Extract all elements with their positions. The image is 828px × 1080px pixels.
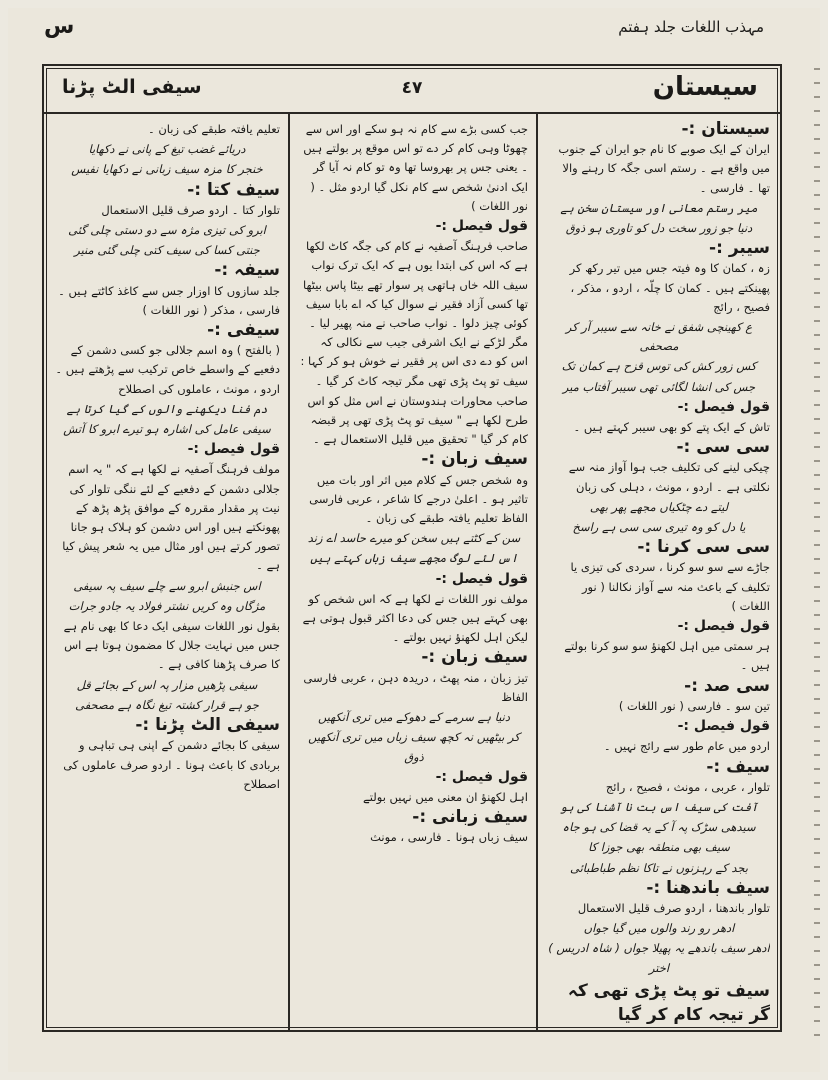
entry-headword: سیستان :- [681,120,770,139]
verse-line: سیف بھی منطقہ بھی جوزا کا [588,840,730,855]
column-left [54,120,280,1024]
dictionary-page [8,8,820,1072]
verse-line: آفت کی سیف اس بت نا آشنا کی ہو [560,799,758,814]
verse-line: ع کھینچی شفق نے خانہ سے سیبر آر کر مصحفی [565,320,753,354]
verse-line: سیفی عامل کی اشارہ ہو تیرے ابرو کا آتش [63,422,271,437]
page-frame [42,64,782,1032]
entry-headword: سی صد :- [684,675,770,696]
entry-headword-large: سیف تو پٹ پڑی تھی کہ گر تیجہ کام کر گیا [567,980,770,1024]
entry-text: سیفی کا بجائے دشمن کے اپنی ہی تباہی و بربادی کا باعث ہونا ۔ اردو صرف عاملوں کی اصطلاح [63,738,280,791]
page-corner-letter: س [44,14,75,39]
ruling-label: قول فیصل :- [435,570,528,587]
header-last-word: سیفی الٹ پڑنا [62,76,202,98]
verse-line: دنیا ہے سرمے کے دھوکے میں تری آنکھیں [318,710,510,725]
entry-text: بقول نور اللغات سیفی ایک دعا کا بھی نام ہے جس میں نہایت جلال کا مضمون ہوتا ہے اس کا صرف پڑھنا کافی ہے ۔ [63,619,280,672]
column-divider [536,114,538,1030]
verse-line: کر بیٹھیں نہ کچھ سیف زباں میں تری آنکھیں ذوق [308,730,520,764]
verse-line: مژگاں وہ کریں نشتر فولاد یہ جادو جرات [68,598,266,613]
verse-line: سن کے کٹتے ہیں سخن کو میرے حاسد اے زند [307,531,521,546]
entry-headword: سیفہ :- [214,260,280,281]
verse-line: اس لئے لوگ مجھے سیف زباں کہتے ہیں [310,551,518,566]
verse-line: جو ہے قرار کشتہ تیغ نگاہ ہے مصحفی [75,697,259,712]
page-number: ٤٧ [401,78,423,98]
entry-text: تیز زبان ، منہ پھٹ ، دریدہ دہن ، عربی فارسی الفاظ [303,670,528,704]
entry-headword: سیف باندھنا :- [646,877,770,898]
page-edge [814,68,820,1048]
verse-line: لیتے دے چٹکیاں مجھے پھر بھی [589,499,729,514]
header-first-word: سیستان [652,72,758,102]
verse-line: خنجر کا مزہ سیف زبانی نے دکھایا نفیس [71,162,263,177]
ruling-label: قول فیصل :- [187,441,280,458]
entry-headword: سی سی کرنا :- [637,537,770,558]
verse-line: دریائے غضب تیغ کے پانی نے دکھایا [88,142,246,157]
entry-text: صاحب محاورات ہندوستان نے اس مثل کو اس طرح لکھا ہے " سیف تو پٹ پڑی تھی پر قبضہ کام کر گیا " تحقیق میں قلیل الاستعمال ہے ۔ [307,393,528,447]
ruling-label: قول فیصل :- [435,768,528,785]
entry-headword: سیفی الٹ پڑنا :- [135,715,280,736]
entry-headword: سیفی :- [207,320,280,341]
verse-line: سیدھی سڑک پہ آ کے یہ قضا کی ہو جاہ [562,820,756,835]
entry-headword: سیف زبان :- [421,449,528,470]
entry-text: سیف زباں ہونا ۔ فارسی ، مونث [370,830,528,845]
ruling-label: قول فیصل :- [677,718,770,735]
entry-headword: سیف زبانی :- [412,807,528,828]
verse-line: ادھر رو رند والوں میں گیا جواں [583,921,735,936]
verse-line: یا دل کو وہ تیری سی سی ہے راسخ [572,520,746,535]
column-right [548,120,770,1024]
entry-headword: سیف :- [706,756,770,777]
entry-text: تاش کے ایک پتے کو بھی سیبر کہتے ہیں ۔ [573,420,770,435]
entry-text: جلد سازوں کا اوزار جس سے کاغذ کاٹتے ہیں ۔ فارسی ، مذکر ( نور اللغات ) [58,283,280,317]
ruling-label: قول فیصل :- [677,618,770,635]
entry-text: ( بالفتح ) وہ اسم جلالی جو کسی دشمن کے دفعیے کے واسطے خاص ترکیب سے پڑھتے ہیں ۔ اردو ، مونث ، عاملوں کی اصطلاح [55,343,280,396]
ruling-label: قول فیصل :- [677,398,770,415]
verse-line: جنتی کسا کی سیف کتی چلی گئی منیر [74,243,260,258]
column-middle [300,120,528,1024]
ruling-label: قول فیصل :- [435,218,528,235]
columns-area [44,114,780,1030]
entry-text: تلوار باندھنا ، اردو صرف قلیل الاستعمال [577,900,770,915]
entry-text: تین سو ۔ فارسی ( نور اللغات ) [618,698,770,713]
verse-line: بجد کے رہزنوں نے تاکا نظم طباطبائی [570,860,748,875]
entry-text: مولف فرہنگ آصفیہ نے لکھا ہے کہ " یہ اسم جلالی دشمن کے دفعیے کے لئے ننگی تلوار کی نیت پر مقدار مقررہ کے موافق پڑھ پڑھ کے پھونکتے ہیں اور اس دشمن کو ہلاک ہو جانا تصور کرتے ہیں اور مثال میں یہ شعر پیش کیا ہے ۔ [62,462,280,573]
entry-text: ہر سمتی میں اہل لکھنؤ سو سو کرنا بولتے ہیں ۔ [564,639,770,673]
entry-headword: سی سی :- [676,437,770,458]
verse-line: دم فنا دیکھنے والوں کے گیا کرتا ہے [66,401,268,416]
verse-line: میر رستم معانی اور سیستان سخن ہے [560,200,758,215]
entry-text: زہ ، کمان کا وہ فیتہ جس میں تیر رکھ کر پھینکتے ہیں ۔ کمان کا چلّہ ، اردو ، مذکر ، فصیح ، رائج [569,261,770,314]
entry-text: ایران کے ایک صوبے کا نام جو ایران کے جنوب میں واقع ہے ۔ رستم اسی جگہ کا رہنے والا تھا ۔ فارسی ۔ [558,142,770,195]
entry-text: وہ شخص جس کے کلام میں اثر اور بات میں تاثیر ہو ۔ اعلیٰ درجے کا شاعر ، عربی فارسی الفاظ تعلیم یافتہ طبقے کی زبان ۔ [309,472,528,526]
volume-note: مہذب اللغات جلد ہفتم [618,18,764,36]
entry-text: اردو میں عام طور سے رائج نہیں ۔ [603,739,770,754]
verse-line: جس کی انشا لگائی تھی سیبر آفتاب میر [562,379,756,394]
entry-headword: سیبر :- [709,238,770,259]
entry-text: چیکی لینے کی تکلیف جب ہوا آواز منہ سے نکلتی ہے ۔ اردو ، مونث ، دہلی کی زبان [568,460,770,494]
entry-headword: سیف کتا :- [187,179,280,200]
column-divider [288,114,290,1030]
verse-line: کس زور کش کی توس قزح ہے کمان تک [561,359,757,374]
verse-line: سیفی پڑھیں مزار پہ اس کے بجائے قل [76,677,258,692]
verse-line: ابرو کی تیزی مژہ سے دو دستی چلی گئی [68,223,266,238]
entry-text: اہل لکھنؤ ان معنی میں نہیں بولتے [363,789,528,804]
entry-text: تعلیم یافتہ طبقے کی زبان ۔ [147,122,280,136]
entry-text: تلوار ، عربی ، مونث ، فصیح ، رائج [605,779,770,794]
entry-text: تلوار کتا ۔ اردو صرف قلیل الاستعمال [101,202,280,217]
entry-text: جاڑے سے سو سو کرنا ، سردی کی تیزی یا تکلیف کے باعث منہ سے آواز نکالنا ( نور اللغات ) [570,560,770,613]
verse-line: ادھر سیف باندھے یہ پھیلا جواں ( شاہ ادریس ) اختر [548,941,770,975]
entry-text: مولف نور اللغات نے لکھا ہے کہ اس شخص کو بھی کہتے ہیں جس کی دعا اکثر قبول ہوتی ہے لیکن اہل لکھنؤ نہیں بولتے ۔ [302,591,528,645]
entry-headword: سیف زبان :- [421,647,528,668]
entry-text: صاحب فرہنگ آصفیہ نے کام کی جگہ کاٹ لکھا ہے کہ اس کی ابتدا یوں ہے کہ ایک ترک نواب سیف اللہ خاں ہاتھی پر سوار تھے بیٹا پاس بیٹھا تھا کسی آزاد فقیر نے سوال کیا کہ اے بابا سیف کوئی چیز دلوا ۔ نواب صاحب نے منہ پھیر لیا ۔ مگر لڑکے نے ایک اشرفی جیب سے نکالی کہ اس کو دے دی اس پر فقیر نے خوش ہو کر کہا : سیف تو پٹ پڑی تھی مگر تیجہ کاٹ کر گیا ۔ [300,239,528,388]
verse-line: دنیا جو زور سخت دل کو تاوری ہو ذوق [565,221,753,236]
verse-line: اس جنبش ابرو سے چلے سیف پہ سیفی [73,578,261,593]
page-header [44,66,780,114]
entry-text: جب کسی بڑے سے کام نہ ہو سکے اور اس سے چھوٹا وہی کام کر دے تو اس موقع پر بولتے ہیں ۔ یعنی جس پر بھروسا تھا وہ تو کام نہ آیا گر ایک ادنیٰ شخص سے کام نکل گیا اردو مثل ۔ ( نور اللغات ) [303,122,528,213]
